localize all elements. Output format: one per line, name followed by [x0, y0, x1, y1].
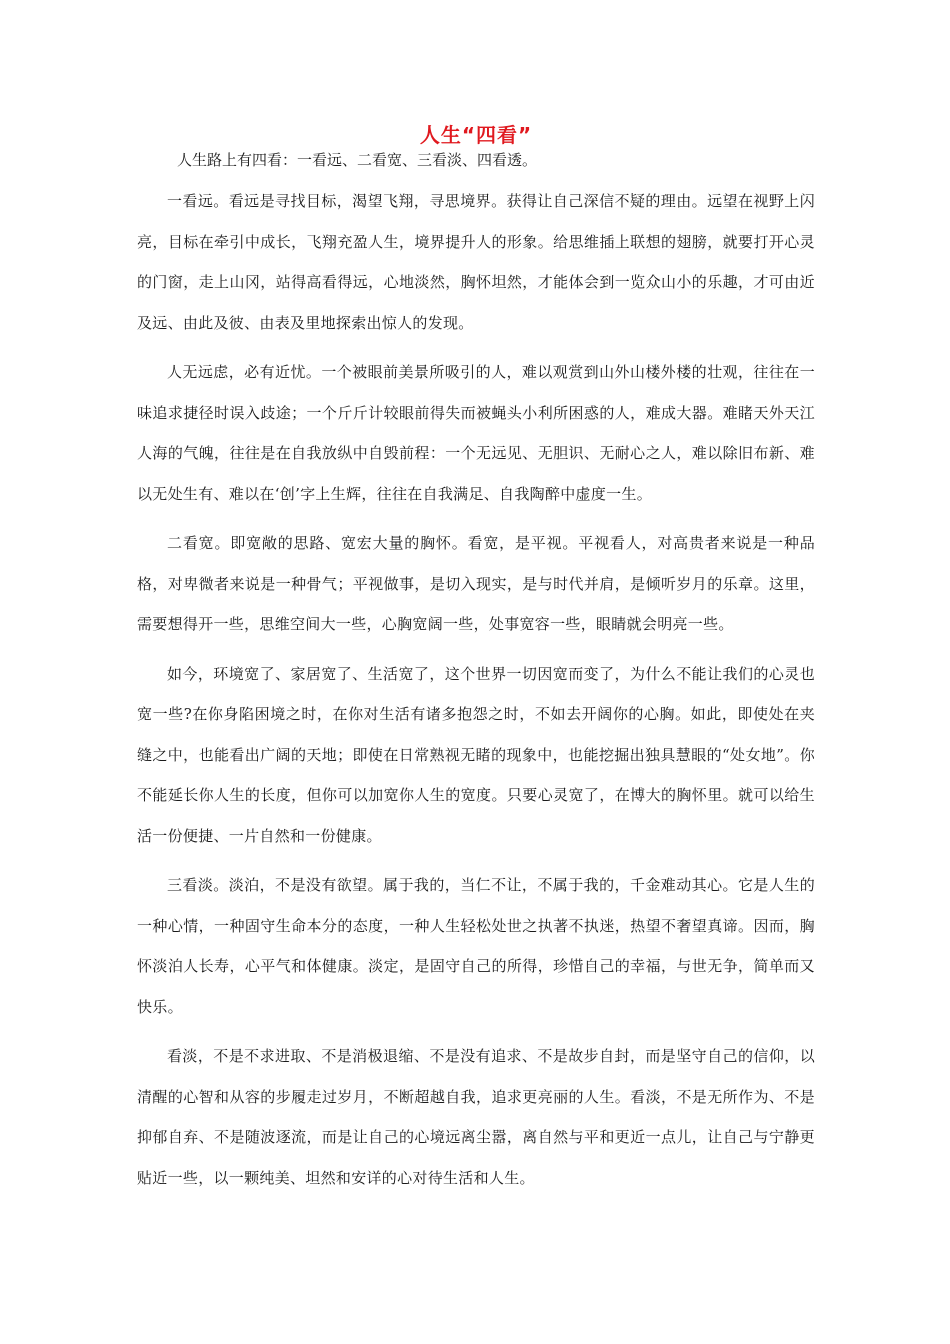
- paragraph-look-wide: 二看宽。即宽敞的思路、宽宏大量的胸怀。看宽，是平视。平视看人，对高贵者来说是一种品格，对卑微者来说是一种骨气；平视做事，是切入现实，是与时代并肩，是倾听岁月的乐章。这里，需要想得开一些，思维空间大一些，心胸宽阔一些，处事宽容一些，眼睛就会明亮一些。: [137, 534, 815, 633]
- document-body: [137, 122, 815, 1198]
- paragraph-broad-heart: 如今，环境宽了、家居宽了、生活宽了，这个世界一切因宽而变了，为什么不能让我们的心灵也宽一些?在你身陷困境之时，在你对生活有诸多抱怨之时，不如去开阔你的心胸。如此，即使处在夹缝之中，也能看出广阔的天地；即使在日常熟视无睹的现象中，也能挖掘出独具慧眼的“处女地”。你不能延长你人生的长度，但你可以加宽你人生的宽度。只要心灵宽了，在博大的胸怀里。就可以给生活一份便捷、一片自然和一份健康。: [137, 664, 815, 845]
- paragraph-indifference: 看淡，不是不求进取、不是消极退缩、不是没有追求、不是故步自封，而是坚守自己的信仰，以清醒的心智和从容的步履走过岁月，不断超越自我，追求更亮丽的人生。看淡，不是无所作为、不是抑郁自弃、不是随波逐流，而是让自己的心境远离尘嚣，离自然与平和更近一点儿，让自己与宁静更贴近一些，以一颗纯美、坦然和安详的心对待生活和人生。: [137, 1047, 815, 1187]
- intro-paragraph: 人生路上有四看：一看远、二看宽、三看淡、四看透。: [177, 151, 538, 169]
- paragraph-look-light: 三看淡。淡泊，不是没有欲望。属于我的，当仁不让，不属于我的，千金难动其心。它是人生的一种心情，一种固守生命本分的态度，一种人生轻松处世之执著不执迷，热望不奢望真谛。因而，胸怀淡泊人长寿，心平气和体健康。淡定，是固守自己的所得，珍惜自己的幸福，与世无争，简单而又快乐。: [137, 876, 815, 1016]
- paragraph-foresight: 人无远虑，必有近忧。一个被眼前美景所吸引的人，难以观赏到山外山楼外楼的壮观，往往在一味追求捷径时误入歧途；一个斤斤计较眼前得失而被蝇头小利所困惑的人，难成大器。难睹天外天江人海的气魄，往往是在自我放纵中自毁前程：一个无远见、无胆识、无耐心之人，难以除旧布新、难以无处生有、难以在‘创’字上生辉，往往在自我满足、自我陶醉中虚度一生。: [137, 363, 815, 503]
- page-title: 人生“四看”: [419, 123, 533, 147]
- paragraph-look-far: 一看远。看远是寻找目标，渴望飞翔，寻思境界。获得让自己深信不疑的理由。远望在视野上闪亮，目标在牵引中成长，飞翔充盈人生，境界提升人的形象。给思维插上联想的翅膀，就要打开心灵的门窗，走上山冈，站得高看得远，心地淡然，胸怀坦然，才能体会到一览众山小的乐趣，才可由近及远、由此及彼、由表及里地探索出惊人的发现。: [137, 192, 815, 332]
